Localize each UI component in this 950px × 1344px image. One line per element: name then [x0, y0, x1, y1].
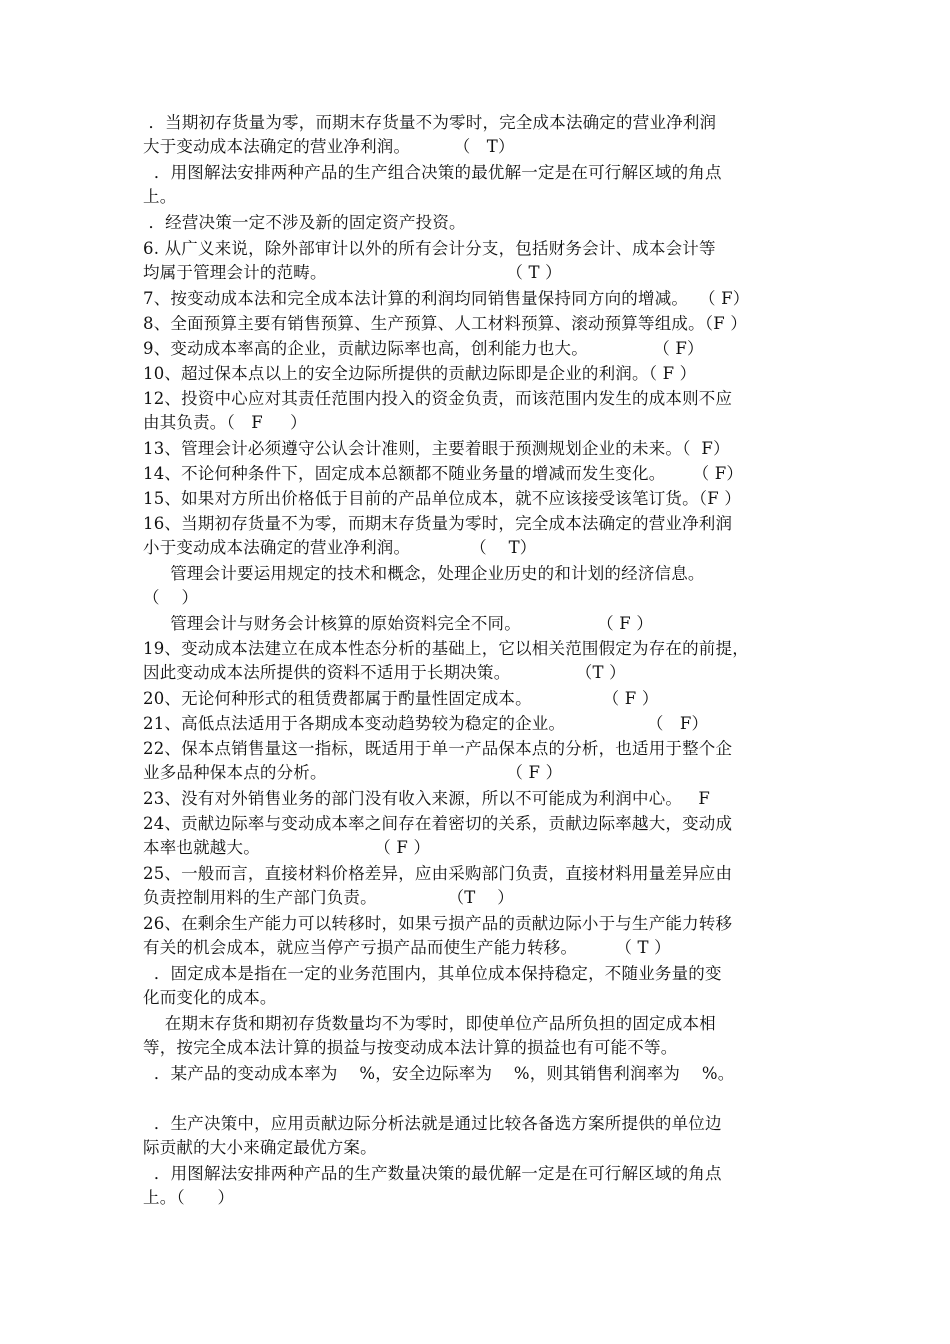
text-line: 等，按完全成本法计算的损益与按变动成本法计算的损益也有可能不等。 [143, 1038, 678, 1057]
text-line: 7、按变动成本法和完全成本法计算的利润均同销售量保持同方向的增减。 （ F） [143, 289, 750, 308]
text-line: 23、没有对外销售业务的部门没有收入来源，所以不可能成为利润中心。 F [143, 789, 711, 808]
text-line: 均属于管理会计的范畴。 （ T ） [143, 263, 562, 282]
text-line: 6. 从广义来说，除外部审计以外的所有会计分支，包括财务会计、成本会计等 [143, 239, 716, 258]
text-line: ．某产品的变动成本率为 %，安全边际率为 %，则其销售利润率为 %。 [143, 1064, 735, 1083]
text-line: 负责控制用料的生产部门负责。 （T ） [143, 888, 514, 907]
text-line: ．固定成本是指在一定的业务范围内，其单位成本保持稳定，不随业务量的变 [143, 964, 722, 983]
text-line: （ ） [143, 588, 199, 607]
text-line: 22、保本点销售量这一指标，既适用于单一产品保本点的分析，也适用于整个企 [143, 739, 733, 758]
text-line: 15、如果对方所出价格低于目前的产品单位成本，就不应该接受该笔订货。（F ） [143, 489, 742, 508]
text-line: 19、变动成本法建立在成本性态分析的基础上，它以相关范围假定为存在的前提， [143, 639, 749, 658]
text-line: 上。（ ） [143, 1188, 235, 1207]
text-line: ．用图解法安排两种产品的生产数量决策的最优解一定是在可行解区域的角点 [143, 1164, 722, 1183]
text-line: 25、一般而言，直接材料价格差异，应由采购部门负责，直接材料用量差异应由 [143, 864, 733, 883]
text-line: 14、不论何种条件下，固定成本总额都不随业务量的增减而发生变化。 （ F） [143, 464, 744, 483]
text-line: 20、无论何种形式的租赁费都属于酌量性固定成本。 （ F ） [143, 689, 659, 708]
text-line: ．当期初存货量为零，而期末存货量不为零时，完全成本法确定的营业净利润 [143, 113, 717, 132]
text-line: 小于变动成本法确定的营业净利润。 （ T） [143, 538, 537, 557]
text-line: 上。 [143, 187, 177, 206]
text-line: 26、在剩余生产能力可以转移时，如果亏损产品的贡献边际小于与生产能力转移 [143, 914, 733, 933]
text-line: 因此变动成本法所提供的资料不适用于长期决策。 （T ） [143, 663, 626, 682]
text-line: 由其负责。（ F ） [143, 413, 307, 432]
text-line: 化而变化的成本。 [143, 988, 277, 1007]
text-line: 13、管理会计必须遵守公认会计准则，主要着眼于预测规划企业的未来。（ F） [143, 439, 730, 458]
text-line: 际贡献的大小来确定最优方案。 [143, 1138, 377, 1157]
text-line: 9、变动成本率高的企业，贡献边际率也高，创利能力也大。 （ F） [143, 339, 704, 358]
text-line: 16、当期初存货量不为零，而期末存货量为零时，完全成本法确定的营业净利润 [143, 514, 733, 533]
text-line: 大于变动成本法确定的营业净利润。 （ T） [143, 137, 515, 156]
text-line: ．经营决策一定不涉及新的固定资产投资。 [143, 213, 466, 232]
text-line: 24、贡献边际率与变动成本率之间存在着密切的关系，贡献边际率越大，变动成 [143, 814, 733, 833]
text-line: 在期末存货和期初存货数量均不为零时，即使单位产品所负担的固定成本相 [143, 1014, 716, 1033]
text-line: 10、超过保本点以上的安全边际所提供的贡献边际即是企业的利润。（ F ） [143, 364, 697, 383]
text-line: 12、投资中心应对其责任范围内投入的资金负责，而该范围内发生的成本则不应 [143, 389, 733, 408]
text-line: 有关的机会成本，就应当停产亏损产品而使生产能力转移。 （ T ） [143, 938, 671, 957]
text-line: 8、全面预算主要有销售预算、生产预算、人工材料预算、滚动预算等组成。（F ） [143, 314, 748, 333]
text-line: 21、高低点法适用于各期成本变动趋势较为稳定的企业。 （ F） [143, 714, 709, 733]
text-line: 本率也就越大。 （ F ） [143, 838, 431, 857]
text-line: 业多品种保本点的分析。 （ F ） [143, 763, 563, 782]
text-line: 管理会计要运用规定的技术和概念，处理企业历史的和计划的经济信息。 [143, 564, 705, 583]
text-line: ．用图解法安排两种产品的生产组合决策的最优解一定是在可行解区域的角点 [143, 163, 722, 182]
text-line: 管理会计与财务会计核算的原始资料完全不同。 （ F ） [143, 614, 654, 633]
text-line: ．生产决策中，应用贡献边际分析法就是通过比较各备选方案所提供的单位边 [143, 1114, 722, 1133]
